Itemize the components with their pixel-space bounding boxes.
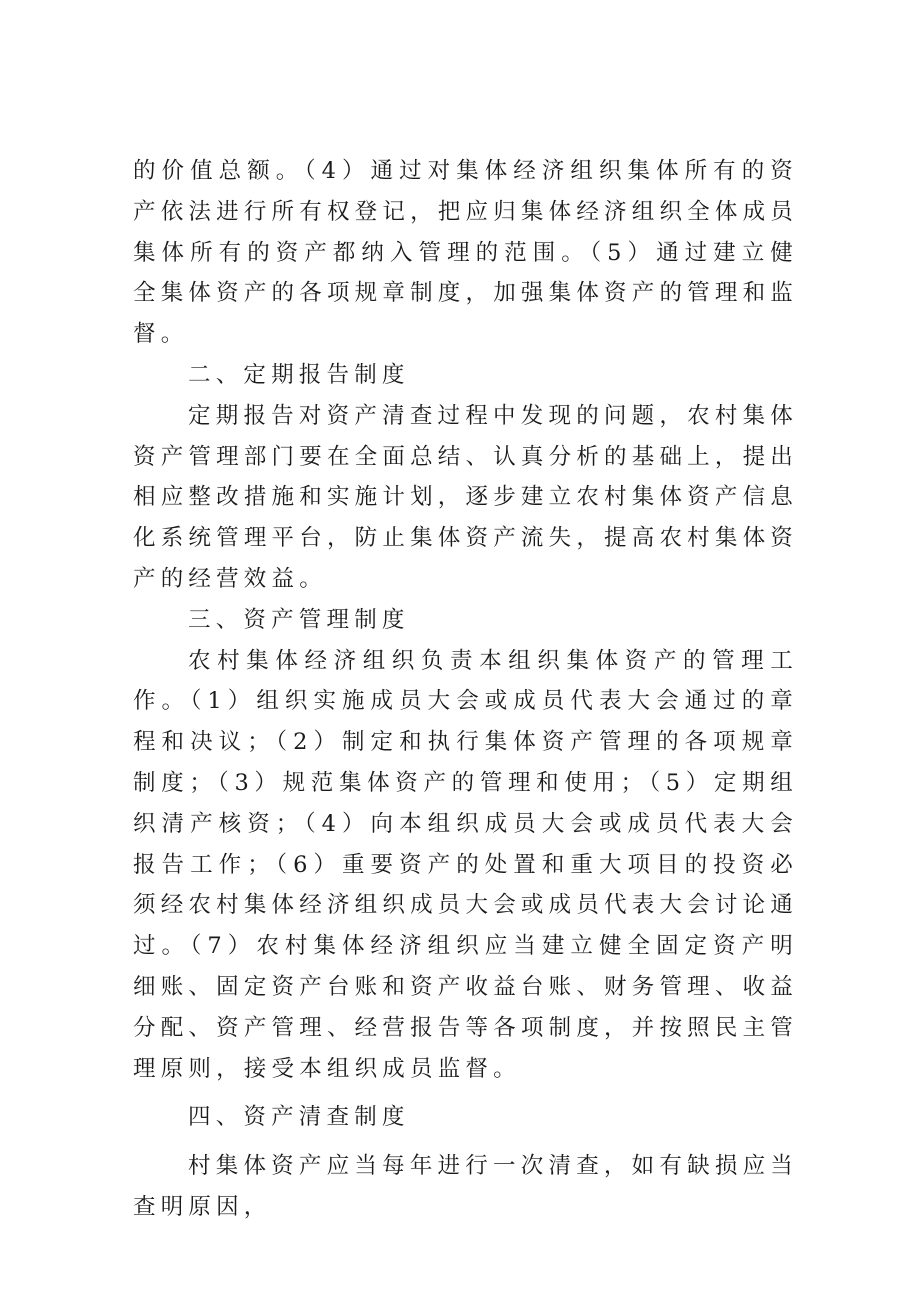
paragraph-periodic-report: 定期报告对资产清查过程中发现的问题，农村集体资产管理部门要在全面总结、认真分析的基础上，提出相应整改措施和实施计划，逐步建立农村集体资产信息化系统管理平台，防止集体资产流失，提高农村集体资产的经营效益。 [133, 402, 798, 592]
document-body [133, 151, 798, 1228]
paragraph-asset-management: 农村集体经济组织负责本组织集体资产的管理工作。（1）组织实施成员大会或成员代表大会通过的章程和决议；（2）制定和执行集体资产管理的各项规章制度；（3）规范集体资产的管理和使用；（5）定期组织清产核资；（4）向本组织成员大会或成员代表大会报告工作；（6）重要资产的处置和重大项目的投资必须经农村集体经济组织成员大会或成员代表大会讨论通过。（7）农村集体经济组织应当建立健全固定资产明细账、固定资产台账和资产收益台账、财务管理、收益分配、资产管理、经营报告等各项制度，并按照民主管理原则，接受本组织成员监督。 [133, 647, 798, 1082]
paragraph-asset-value-summary: 的价值总额。（4）通过对集体经济组织集体所有的资产依法进行所有权登记，把应归集体经济组织全体成员集体所有的资产都纳入管理的范围。（5）通过建立健全集体资产的各项规章制度，加强集体资产的管理和监督。 [133, 158, 798, 348]
paragraph-spacer [133, 1138, 798, 1146]
paragraph-asset-inventory: 村集体资产应当每年进行一次清查，如有缺损应当查明原因， [133, 1153, 798, 1220]
heading-asset-inventory-system: 四、资产清查制度 [188, 1104, 410, 1131]
heading-periodic-report-system: 二、定期报告制度 [188, 361, 410, 388]
heading-asset-management-system: 三、资产管理制度 [188, 606, 410, 633]
paragraph-spacer [133, 1089, 798, 1097]
